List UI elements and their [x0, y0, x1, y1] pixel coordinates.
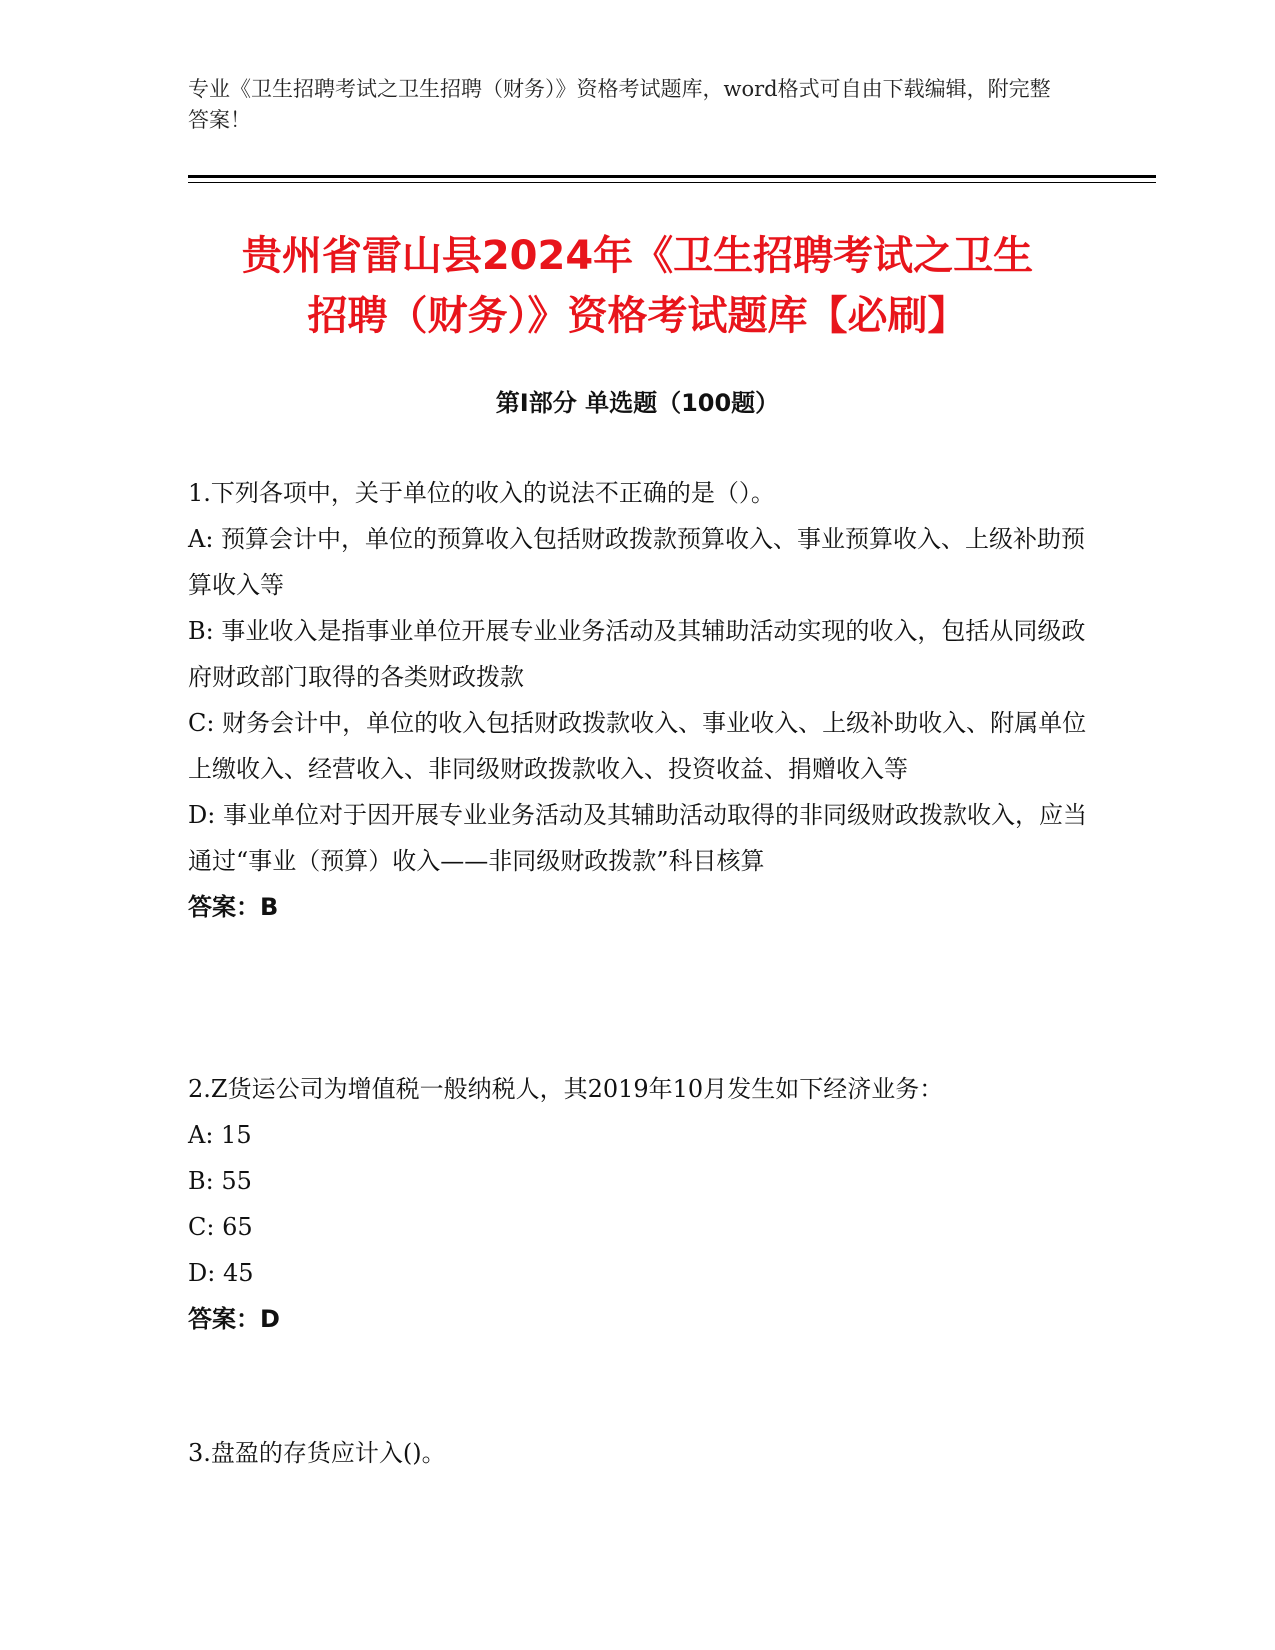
option-c: C: 财务会计中，单位的收入包括财政拨款收入、事业收入、上级补助收入、附属单位上缴收入、经营收入、非同级财政拨款收入、投资收益、捐赠收入等 [188, 709, 1087, 783]
question-3 [188, 1430, 1088, 1476]
question-stem: 1.下列各项中，关于单位的收入的说法不正确的是（）。 [188, 479, 775, 507]
answer: 答案：B [188, 893, 279, 921]
header-divider-thick [188, 175, 1156, 178]
header-divider-thin [188, 182, 1156, 183]
answer: 答案：D [188, 1305, 280, 1333]
question-2 [188, 1066, 1088, 1342]
option-a: A: 15 [188, 1121, 252, 1149]
document-title [150, 226, 1125, 346]
option-b: B: 55 [188, 1167, 252, 1195]
option-a: A: 预算会计中，单位的预算收入包括财政拨款预算收入、事业预算收入、上级补助预算收入等 [188, 525, 1086, 599]
header-note: 专业《卫生招聘考试之卫生招聘（财务）》资格考试题库，word格式可自由下载编辑，附完整答案！ [188, 77, 1051, 132]
option-b: B: 事业收入是指事业单位开展专业业务活动及其辅助活动实现的收入，包括从同级政府财政部门取得的各类财政拨款 [188, 617, 1086, 691]
option-c: C: 65 [188, 1213, 253, 1241]
question-1 [188, 470, 1088, 930]
title-line-1: 贵州省雷山县2024年《卫生招聘考试之卫生 [241, 233, 1034, 279]
question-stem: 3.盘盈的存货应计入()。 [188, 1439, 446, 1467]
option-d: D: 事业单位对于因开展专业业务活动及其辅助活动取得的非同级财政拨款收入，应当通过“事业（预算）收入——非同级财政拨款”科目核算 [188, 801, 1087, 875]
section-title: 第Ⅰ部分 单选题（100题） [495, 389, 780, 417]
option-d: D: 45 [188, 1259, 254, 1287]
question-stem: 2.Z货运公司为增值税一般纳税人，其2019年10月发生如下经济业务： [188, 1075, 944, 1103]
title-line-2: 招聘（财务）》资格考试题库【必刷】 [307, 293, 968, 339]
